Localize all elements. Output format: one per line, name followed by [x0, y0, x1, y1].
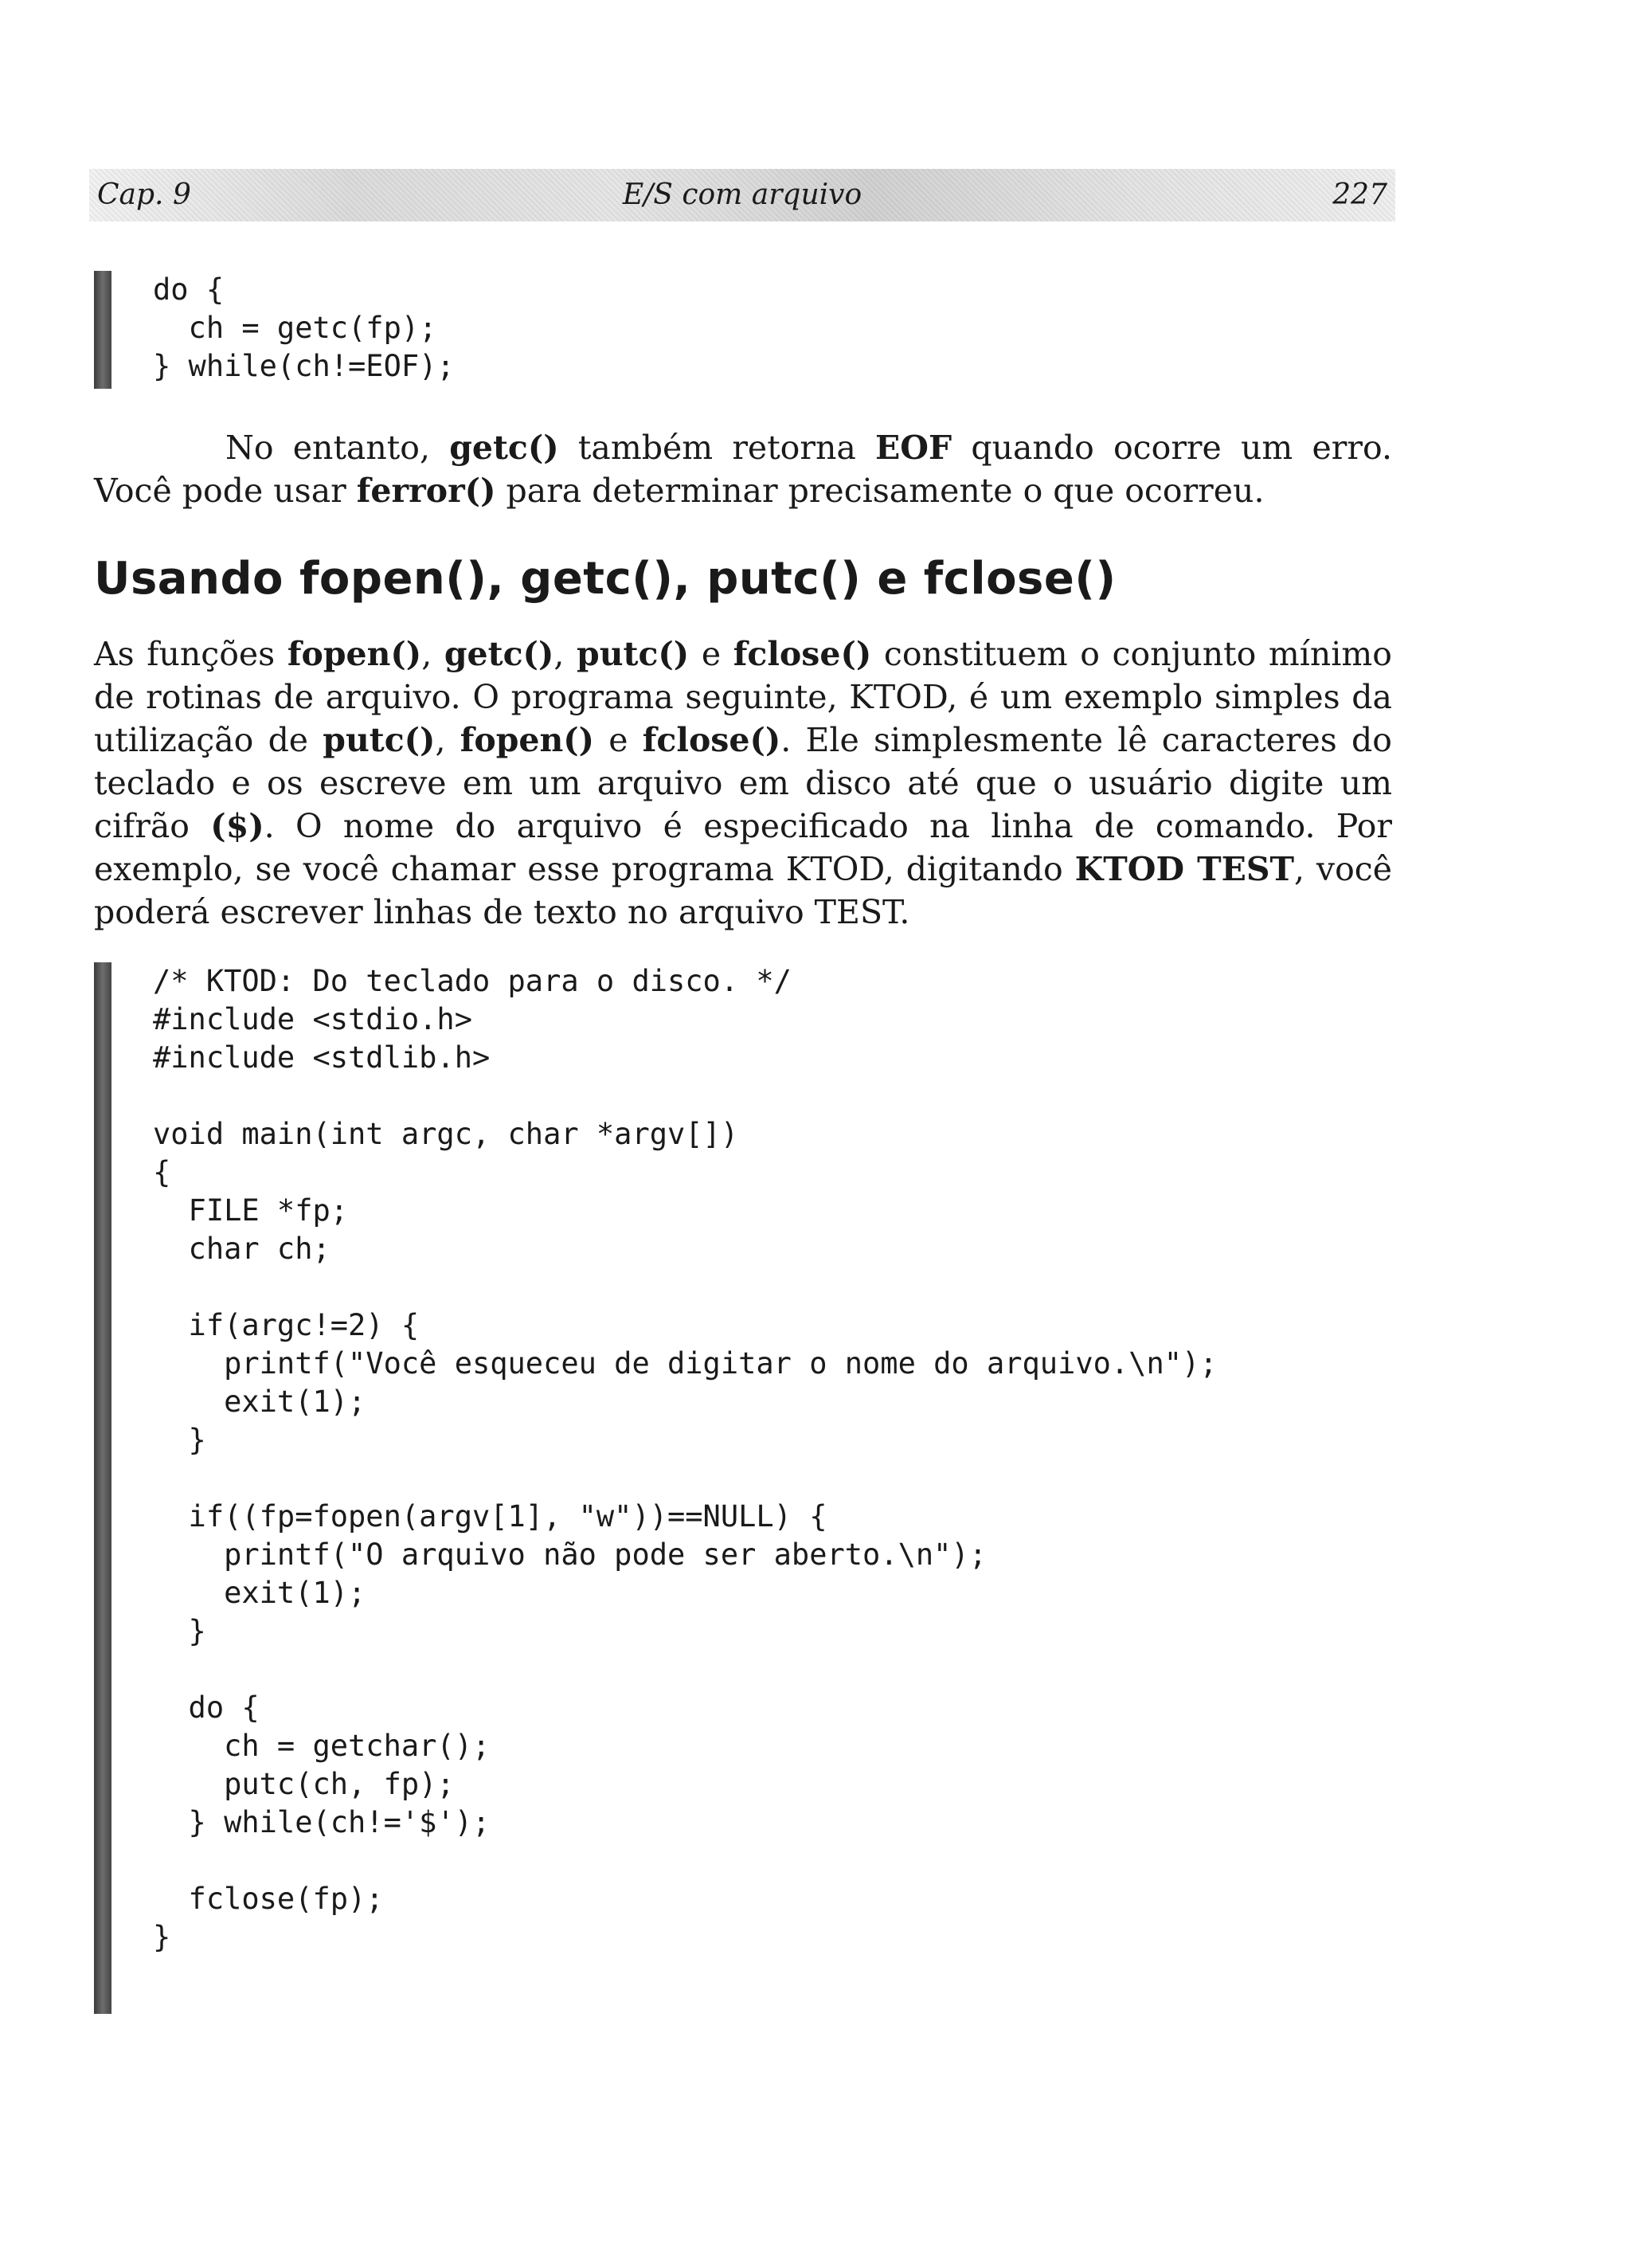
code-line: printf("O arquivo não pode ser aberto.\n"); — [153, 1537, 987, 1572]
bold-term: KTOD TEST — [1074, 850, 1294, 888]
bold-term: putc() — [577, 635, 690, 673]
code-line: printf("Você esqueceu de digitar o nome do arquivo.\n"); — [153, 1346, 1218, 1381]
code-listing — [153, 271, 455, 386]
code-line: } while(ch!=EOF); — [153, 349, 455, 383]
text-run: , — [435, 721, 460, 759]
code-line: { — [153, 1155, 171, 1189]
code-line: exit(1); — [153, 1385, 366, 1419]
text-run: para determinar precisamente o que ocorreu. — [495, 472, 1265, 510]
bold-term: ferror() — [356, 472, 496, 510]
bold-term: getc() — [444, 635, 554, 673]
code-line: } — [153, 1920, 171, 1954]
code-line: char ch; — [153, 1232, 331, 1266]
bold-term: putc() — [323, 721, 436, 759]
code-line: putc(ch, fp); — [153, 1767, 455, 1801]
text-run: . O nome do arquivo é especificado na linha de comando. Por exemplo, se você chamar esse programa KTOD, digitando — [94, 807, 1392, 888]
code-line: fclose(fp); — [153, 1882, 384, 1916]
chapter-title: E/S com arquivo — [622, 178, 862, 211]
code-line: ch = getc(fp); — [153, 311, 437, 345]
code-line: /* KTOD: Do teclado para o disco. */ — [153, 964, 792, 998]
code-line: if((fp=fopen(argv[1], "w"))==NULL) { — [153, 1499, 827, 1534]
bold-term: ($) — [210, 807, 264, 845]
code-line: exit(1); — [153, 1576, 366, 1610]
code-line: do { — [153, 1690, 260, 1725]
text-run: . Ele simplesmente lê caracteres do teclado e os escreve em um arquivo em disco até que o usuário digite um cifrão — [94, 721, 1392, 845]
code-line: } — [153, 1423, 206, 1457]
code-line: } while(ch!='$'); — [153, 1805, 491, 1839]
bold-term: fopen() — [460, 721, 595, 759]
paragraph-ktod-intro — [94, 633, 1392, 934]
bold-term: fopen() — [287, 635, 422, 673]
running-header — [89, 169, 1395, 221]
text-run: e — [594, 721, 643, 759]
code-margin-bar — [94, 962, 111, 2014]
code-line: ch = getchar(); — [153, 1729, 491, 1763]
code-line: void main(int argc, char *argv[]) — [153, 1117, 739, 1151]
code-line: do { — [153, 272, 225, 307]
code-listing — [153, 962, 1218, 1957]
code-margin-bar — [94, 271, 111, 389]
text-run: As funções — [94, 635, 287, 673]
bold-term: getc() — [449, 429, 559, 467]
code-line: } — [153, 1614, 206, 1648]
bold-term: EOF — [875, 429, 952, 467]
code-line: #include <stdio.h> — [153, 1002, 472, 1036]
code-line: #include <stdlib.h> — [153, 1040, 491, 1075]
chapter-label: Cap. 9 — [97, 178, 191, 211]
code-line: FILE *fp; — [153, 1193, 349, 1228]
text-run: , — [553, 635, 577, 673]
bold-term: fclose() — [642, 721, 781, 759]
text-run: , — [421, 635, 444, 673]
section-heading: Usando fopen(), getc(), putc() e fclose() — [94, 553, 1117, 605]
page-number: 227 — [1332, 178, 1387, 211]
code-line: if(argc!=2) { — [153, 1308, 420, 1342]
text-run: No entanto, — [225, 429, 450, 467]
text-run: também retorna — [558, 429, 876, 467]
bold-term: fclose() — [733, 635, 872, 673]
text-run: , você poderá escrever linhas de texto no arquivo TEST. — [94, 850, 1392, 931]
paragraph-getc-error — [94, 426, 1392, 512]
text-run: quando ocorre um erro. Você pode usar — [94, 429, 1392, 510]
text-run: e — [689, 635, 733, 673]
text-run: constituem o conjunto mínimo de rotinas de arquivo. O programa seguinte, KTOD, é um exemplo simples da utilização de — [94, 635, 1392, 759]
